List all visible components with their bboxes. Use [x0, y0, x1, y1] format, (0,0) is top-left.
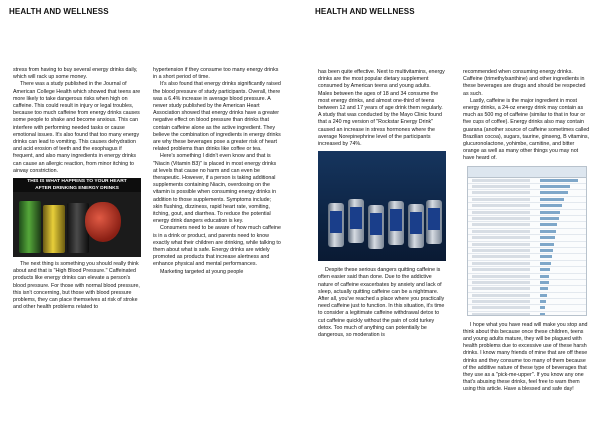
paragraph: hypertension if they consume too many energy drinks in a short period of time.	[153, 67, 279, 81]
energy-can	[408, 204, 424, 248]
image-banner	[13, 178, 141, 192]
column-4	[463, 69, 591, 394]
paragraph: stress from having to buy several energy drinks daily, which will rack up some money.	[13, 67, 138, 81]
page-header: HEALTH AND WELLNESS	[9, 7, 109, 16]
paragraph: The next thing is something you should really think about and that is "High Blood Pressure." Caffeinated products like energy drinks can elevate a person's blood pressure. For those with normal blood pressure, this isn't concerning, but those with blood pressure problems, they can place themselves at risk of stroke and other health problems related to	[13, 261, 140, 311]
energy-drinks-heart-image	[13, 178, 141, 257]
energy-can	[388, 201, 404, 245]
energy-can	[348, 199, 364, 243]
paragraph: Here's something I didn't even know and that is "Niacin (Vitamin B3)" is placed in most energy drinks at levels that cause no harm and can even be therapeutic. However, if a person is taking additional supplements containing Niacin, overdosing on the vitamin is possible when consuming energy drinks in addition to those supplements. Symptoms include; skin flushing, dizziness, rapid heart rate, vomiting, itching, gout, and diarrhea. To reduce the potential energy drink dangers education is key.	[153, 153, 277, 225]
energy-can-yellow	[43, 205, 65, 253]
paragraph: There was a study published in the Journal of American College Health which showed that teens are more likely to take dangerous risks when high on caffeine. This could result in injury or legal troubles, because too much caffeine from energy drinks causes some people to shake and become anxious. This can interfere with performing needed tasks or cause emotional issues. It's also found that too many energy drinks can lead to vomiting. This causes dehydration and acid erosion of teeth and the esophagus if frequent, and also many ingredients in energy drinks can cause an allergic reaction, from minor itching to airway constriction.	[13, 81, 141, 174]
energy-drinks-blue-image	[318, 151, 446, 261]
table-row	[468, 312, 586, 316]
paragraph: Consumers need to be aware of how much caffeine is in a drink or product, and parents need to know exactly what their children are drinking, while talking to them about what is safe. Energy drinks are widely promoted as products that increase alertness and enhance physical and mental performances.	[153, 225, 281, 268]
paragraph: I hope what you have read will make you stop and think about this because once these children, teens and young adults mature, they will be plagued with health problems due to excessive use of these harsh drinks. I know many friends of mine that are off these drinks and they consume too many of them because of the additive nature of these type of beverages that they use as a "pick-me-upper". If you know any one that's abusing these drinks, feel free to warn them using this article. Have a blessed and safe day!	[463, 321, 588, 393]
heart-illustration	[85, 202, 121, 242]
image-banner-line2: AFTER DRINKING ENERGY DRINKS	[35, 186, 119, 192]
table-header-row	[468, 167, 586, 178]
paragraph: Marketing targeted at young people	[160, 268, 244, 275]
page-header: HEALTH AND WELLNESS	[315, 7, 415, 16]
paragraph: has been quite effective. Next to multivitamins, energy drinks are the most popular dietary supplement consumed by American teens and young adults. Males between the ages of 18 and 34 consume the most energy drinks, and almost one-third of teens between 12 and 17 years of age drink them regularly. A study that was conducted by the Mayo Clinic found that a 240 mg version of "Rockstar Energy Drink" caused an increase in stress hormones where the average Norepinephrine level of the participants increased by 74%.	[318, 69, 445, 148]
column-3	[318, 69, 446, 339]
paragraph: Lastly, caffeine is the major ingredient in most energy drinks, a 24-oz energy drink may contain as much as 500 mg of caffeine (similar to that in four or five cups of coffee). Energy drinks also may contain guarana (another source of caffeine sometimes called Brazilian cocoa), sugars, taurine, ginseng, B vitamins, glucuronolactone, yohimbe, carnitine, and bitter orange as well as many other things you may not have heard of.	[463, 97, 590, 162]
right-page	[300, 0, 600, 424]
energy-can	[368, 205, 384, 249]
image-banner-line1: THIS IS WHAT HAPPENS TO YOUR HEART	[27, 179, 127, 185]
column-2	[153, 67, 281, 276]
energy-can	[426, 200, 442, 244]
paragraph: Despite these serious dangers quitting caffeine is often easier said than done. Due to the addictive nature of caffeine exacerbates by anxiety and lack of sleep, actually quitting caffeine can be a nightmare. After all, you've reached a place where you practically need caffeine just to function. In this situation, it's time to consider a legitimate caffeine withdrawal detox to cut caffeine quickly without the pain of cold turkey detox. Too much of anything can potentially be dangerous, so moderation is	[318, 267, 445, 339]
energy-can	[328, 203, 344, 247]
paragraph: It's also found that energy drinks significantly raised the blood pressure of study participants. Overall, there was a 6.4% increase in average blood pressure. A newer study published by the American Heart Association showed that energy drinks have a greater negative effect on blood pressure than drinks that contain caffeine alone as the active ingredient. They believe the combination of ingredients in energy drinks are why these beverages pose a greater risk of heart related problems than drinks like coffee or tea.	[153, 81, 281, 153]
column-1	[13, 67, 141, 311]
caffeine-content-table-image	[467, 166, 587, 316]
energy-can-green	[19, 201, 41, 253]
paragraph: recommended when consuming energy drinks. Caffeine (trimethylxanthine) and other ingredients in these beverages are drugs and should be respected as such.	[463, 69, 586, 97]
